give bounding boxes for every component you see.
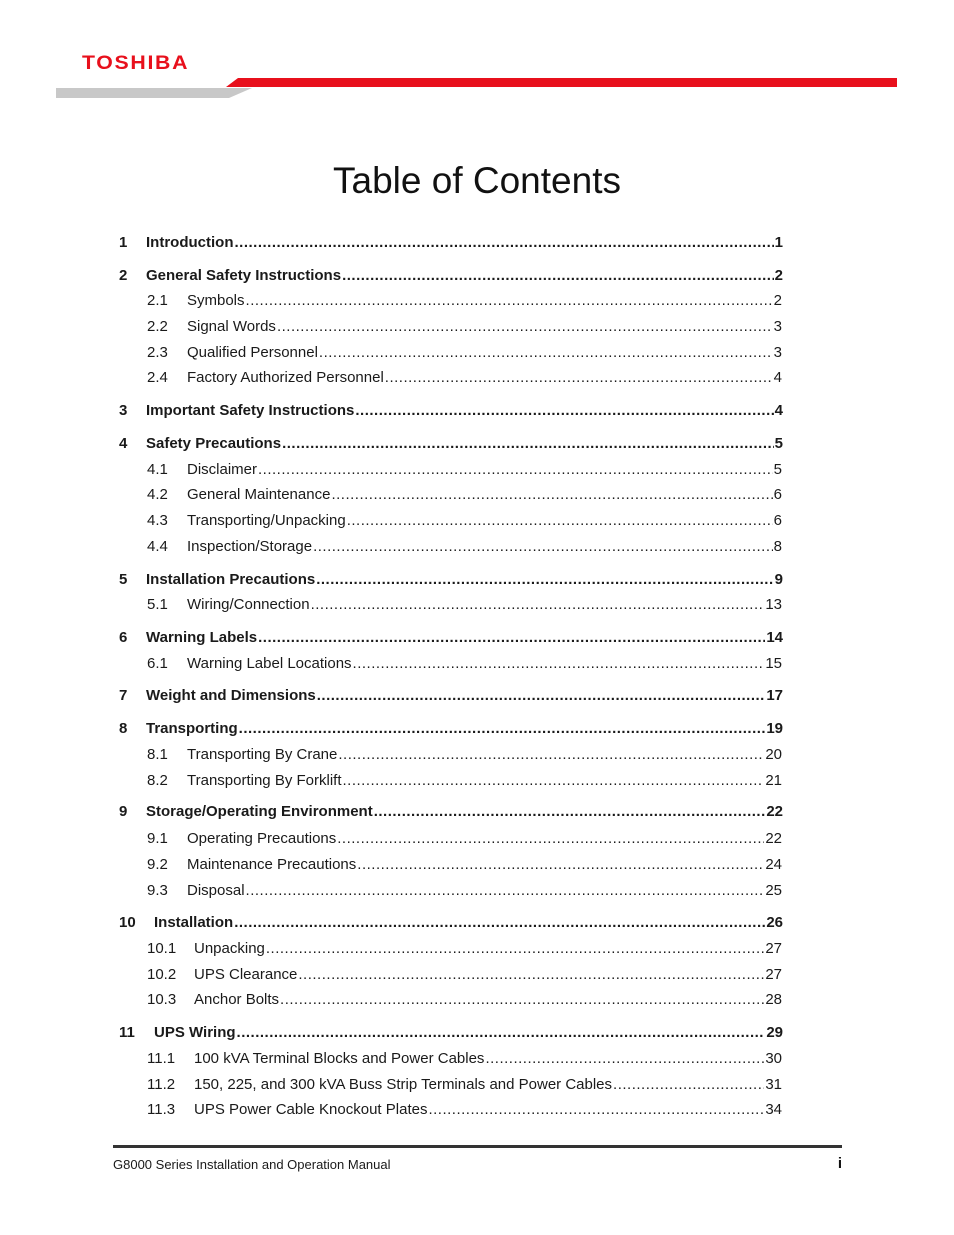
toc-entry-title: Operating Precautions	[187, 830, 337, 847]
toc-entry-title: General Safety Instructions	[146, 267, 342, 284]
toc-subsection-entry[interactable]	[147, 595, 782, 615]
toc-entry-title: Disclaimer	[187, 461, 258, 478]
toc-subsection-entry[interactable]	[147, 745, 782, 765]
toc-section-entry[interactable]	[119, 434, 783, 454]
toc-leader-dots	[311, 595, 765, 615]
toc-entry-title: Anchor Bolts	[194, 991, 280, 1008]
toc-subsection-entry[interactable]	[147, 511, 782, 531]
toc-leader-dots	[237, 1023, 766, 1043]
toc-entry-title: 100 kVA Terminal Blocks and Power Cables	[194, 1050, 485, 1067]
header-red-bar	[226, 78, 897, 87]
toc-entry-title: Warning Labels	[146, 629, 258, 646]
toc-entry-page: 6	[773, 512, 782, 529]
toc-subsection-entry[interactable]	[147, 368, 782, 388]
toc-entry-page: 31	[765, 1076, 782, 1093]
toc-subsection-entry[interactable]	[147, 460, 782, 480]
toc-entry-number: 9.1	[147, 830, 168, 847]
toc-entry-page: 27	[765, 966, 782, 983]
toc-section-entry[interactable]	[119, 233, 783, 253]
toc-leader-dots	[319, 343, 773, 363]
toc-entry-number: 11.2	[147, 1076, 176, 1093]
toc-entry-number: 4.1	[147, 461, 168, 478]
toc-entry-page: 17	[766, 687, 783, 704]
toc-entry-number: 11	[119, 1024, 135, 1041]
footer-divider	[113, 1145, 842, 1148]
toc-leader-dots	[316, 570, 773, 590]
toc-entry-number: 8	[119, 720, 128, 737]
toc-entry-page: 20	[765, 746, 782, 763]
toc-entry-title: Transporting/Unpacking	[187, 512, 346, 529]
toc-entry-title: Storage/Operating Environment	[146, 803, 373, 820]
toc-subsection-entry[interactable]	[147, 343, 782, 363]
toc-entry-title: Important Safety Instructions	[146, 402, 355, 419]
toc-entry-page: 15	[765, 655, 782, 672]
toc-subsection-entry[interactable]	[147, 855, 782, 875]
toc-entry-page: 22	[765, 830, 782, 847]
toc-entry-number: 11.1	[147, 1050, 176, 1067]
toc-entry-page: 21	[765, 772, 782, 789]
toc-entry-title: Symbols	[187, 292, 245, 309]
toc-entry-title: 150, 225, and 300 kVA Buss Strip Terminals and Power Cables	[194, 1076, 613, 1093]
toc-entry-page: 2	[773, 292, 782, 309]
toc-entry-title: Factory Authorized Personnel	[187, 369, 384, 386]
toc-leader-dots	[613, 1075, 764, 1095]
toc-leader-dots	[313, 537, 773, 557]
toc-leader-dots	[338, 745, 764, 765]
toc-section-entry[interactable]	[119, 401, 783, 421]
toc-entry-page: 29	[766, 1024, 783, 1041]
toc-subsection-entry[interactable]	[147, 1049, 782, 1069]
toc-leader-dots	[258, 628, 765, 648]
toc-entry-number: 4.2	[147, 486, 168, 503]
toc-entry-number: 2	[119, 267, 128, 284]
toc-subsection-entry[interactable]	[147, 654, 782, 674]
toc-section-entry[interactable]	[119, 802, 783, 822]
footer-page-number: i	[837, 1155, 842, 1172]
toc-section-entry[interactable]	[119, 913, 783, 933]
toc-leader-dots	[343, 771, 765, 791]
toshiba-logo: TOSHIBA	[82, 53, 190, 74]
toc-entry-number: 10.2	[147, 966, 177, 983]
toc-leader-dots	[277, 317, 773, 337]
toc-entry-page: 25	[765, 882, 782, 899]
toc-entry-title: General Maintenance	[187, 486, 331, 503]
toc-entry-page: 22	[766, 803, 783, 820]
toc-subsection-entry[interactable]	[147, 965, 782, 985]
toc-leader-dots	[246, 881, 765, 901]
toc-entry-number: 10.3	[147, 991, 177, 1008]
toc-entry-title: Installation	[154, 914, 234, 931]
toc-entry-number: 3	[119, 402, 128, 419]
toc-leader-dots	[234, 233, 773, 253]
toc-entry-page: 14	[766, 629, 783, 646]
toc-leader-dots	[355, 401, 773, 421]
toc-leader-dots	[385, 368, 773, 388]
toc-subsection-entry[interactable]	[147, 291, 782, 311]
toc-entry-number: 10.1	[147, 940, 177, 957]
toc-leader-dots	[298, 965, 764, 985]
toc-entry-number: 1	[119, 234, 128, 251]
toc-entry-page: 30	[765, 1050, 782, 1067]
toc-leader-dots	[357, 855, 764, 875]
toc-leader-dots	[282, 434, 774, 454]
toc-entry-page: 2	[774, 267, 783, 284]
toc-entry-page: 1	[774, 234, 783, 251]
toc-entry-number: 6.1	[147, 655, 168, 672]
header-gray-bar	[56, 88, 252, 98]
header-banner	[0, 0, 954, 110]
toc-entry-title: Disposal	[187, 882, 245, 899]
toc-subsection-entry[interactable]	[147, 1100, 782, 1120]
toc-subsection-entry[interactable]	[147, 990, 782, 1010]
toc-entry-title: UPS Wiring	[154, 1024, 236, 1041]
toc-entry-title: Unpacking	[194, 940, 265, 957]
toc-entry-page: 13	[765, 596, 782, 613]
toc-leader-dots	[246, 291, 773, 311]
toc-entry-number: 7	[119, 687, 128, 704]
toc-entry-page: 5	[774, 435, 783, 452]
toc-entry-title: Warning Label Locations	[187, 655, 352, 672]
toc-entry-title: Installation Precautions	[146, 571, 316, 588]
toc-entry-number: 2.3	[147, 344, 168, 361]
toc-entry-page: 3	[773, 344, 782, 361]
toc-entry-page: 4	[773, 369, 782, 386]
toc-entry-title: Safety Precautions	[146, 435, 282, 452]
toc-section-entry[interactable]	[119, 570, 783, 590]
toc-entry-number: 11.3	[147, 1101, 176, 1118]
toc-leader-dots	[280, 990, 764, 1010]
toc-entry-number: 4	[119, 435, 128, 452]
toc-leader-dots	[234, 913, 765, 933]
page-title: Table of Contents	[333, 160, 621, 201]
toc-entry-page: 34	[765, 1101, 782, 1118]
toc-subsection-entry[interactable]	[147, 881, 782, 901]
toc-leader-dots	[374, 802, 766, 822]
toc-entry-page: 4	[774, 402, 783, 419]
toc-entry-number: 2.2	[147, 318, 168, 335]
toc-leader-dots	[485, 1049, 764, 1069]
toc-entry-page: 19	[766, 720, 783, 737]
toc-subsection-entry[interactable]	[147, 485, 782, 505]
toc-entry-title: Wiring/Connection	[187, 596, 310, 613]
toc-entry-number: 9	[119, 803, 128, 820]
toc-entry-title: UPS Clearance	[194, 966, 298, 983]
toc-entry-page: 28	[765, 991, 782, 1008]
toc-section-entry[interactable]	[119, 719, 783, 739]
toc-entry-page: 27	[765, 940, 782, 957]
toc-entry-number: 9.2	[147, 856, 168, 873]
toc-entry-number: 9.3	[147, 882, 168, 899]
toc-entry-number: 4.4	[147, 538, 168, 555]
toc-entry-page: 5	[773, 461, 782, 478]
toc-entry-page: 6	[773, 486, 782, 503]
toc-leader-dots	[258, 460, 773, 480]
toc-leader-dots	[347, 511, 773, 531]
toc-entry-title: UPS Power Cable Knockout Plates	[194, 1101, 428, 1118]
toc-entry-page: 26	[766, 914, 783, 931]
toc-entry-page: 24	[765, 856, 782, 873]
toc-subsection-entry[interactable]	[147, 829, 782, 849]
toc-leader-dots	[239, 719, 766, 739]
toc-section-entry[interactable]	[119, 628, 783, 648]
toc-entry-title: Inspection/Storage	[187, 538, 313, 555]
toc-subsection-entry[interactable]	[147, 317, 782, 337]
toc-entry-title: Qualified Personnel	[187, 344, 318, 361]
toc-entry-title: Transporting By Forklift	[187, 772, 342, 789]
toc-entry-page: 8	[773, 538, 782, 555]
toc-entry-page: 9	[774, 571, 783, 588]
toc-section-entry[interactable]	[119, 266, 783, 286]
toc-entry-number: 6	[119, 629, 128, 646]
footer-manual-title: G8000 Series Installation and Operation Manual	[113, 1157, 391, 1172]
toc-entry-title: Introduction	[146, 234, 234, 251]
toc-entry-number: 2.4	[147, 369, 168, 386]
toc-subsection-entry[interactable]	[147, 1075, 782, 1095]
toc-entry-title: Transporting	[146, 720, 238, 737]
toc-subsection-entry[interactable]	[147, 939, 782, 959]
toc-entry-title: Transporting By Crane	[187, 746, 338, 763]
toc-entry-number: 8.1	[147, 746, 168, 763]
toc-entry-number: 5.1	[147, 596, 168, 613]
toc-leader-dots	[317, 686, 766, 706]
toc-leader-dots	[428, 1100, 764, 1120]
toc-section-entry[interactable]	[119, 686, 783, 706]
toc-subsection-entry[interactable]	[147, 771, 782, 791]
toc-leader-dots	[342, 266, 774, 286]
toc-section-entry[interactable]	[119, 1023, 783, 1043]
toc-entry-number: 2.1	[147, 292, 168, 309]
toc-entry-page: 3	[773, 318, 782, 335]
toc-entry-number: 4.3	[147, 512, 168, 529]
toc-entry-number: 8.2	[147, 772, 168, 789]
toc-entry-number: 10	[119, 914, 136, 931]
toc-subsection-entry[interactable]	[147, 537, 782, 557]
toc-leader-dots	[337, 829, 764, 849]
toc-entry-title: Signal Words	[187, 318, 276, 335]
toc-entry-title: Maintenance Precautions	[187, 856, 357, 873]
toc-leader-dots	[353, 654, 765, 674]
toc-entry-title: Weight and Dimensions	[146, 687, 316, 704]
toc-leader-dots	[331, 485, 772, 505]
toc-entry-number: 5	[119, 571, 128, 588]
toc-leader-dots	[266, 939, 764, 959]
